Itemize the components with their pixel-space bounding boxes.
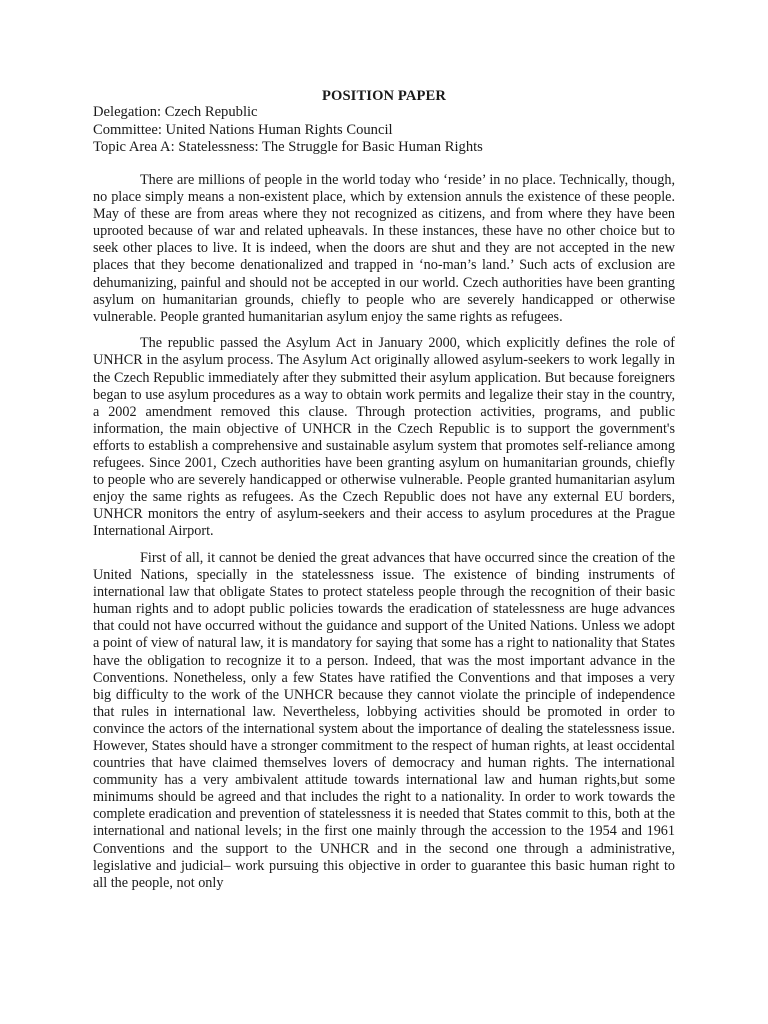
- delegation-line: Delegation: Czech Republic: [93, 104, 258, 120]
- document-title: POSITION PAPER: [322, 88, 446, 104]
- paragraph: The republic passed the Asylum Act in January 2000, which explicitly defines the role of UNHCR in the asylum process. The Asylum Act originally allowed asylum-seekers to work legally in the Czech Republic immediately after they submitted their asylum application. But because foreigners began to use asylum procedures as a way to obtain work permits and legalize their stay in the country, a 2002 amendment removed this clause. Through protection activities, programs, and public information, the main objective of UNHCR in the Czech Republic is to support the government's efforts to establish a comprehensive and sustainable asylum system that promotes self-reliance among refugees. Since 2001, Czech authorities have been granting asylum on humanitarian grounds, chiefly to people who are severely handicapped or otherwise vulnerable. People granted humanitarian asylum enjoy the same rights as refugees. As the Czech Republic does not have any external EU borders, UNHCR monitors the entry of asylum-seekers and their access to asylum procedures at the Prague International Airport.: [93, 335, 675, 540]
- committee-line: Committee: United Nations Human Rights Council: [93, 121, 393, 138]
- paragraph: First of all, it cannot be denied the great advances that have occurred since the creation of the United Nations, specially in the statelessness issue. The existence of binding instruments of international law that obligate States to protect stateless people through the recognition of their basic human rights and to adopt public policies towards the eradication of statelessness are huge advances that could not have occurred without the guidance and support of the United Nations. Unless we adopt a point of view of natural law, it is mandatory for saying that some has a right to nationality that States have the obligation to recognize it to a person. Indeed, that was the most important advance in the Conventions. Nonetheless, only a few States have ratified the Conventions and that imposes a very big difficulty to the work of the UNHCR because they cannot violate the principle of independence that rules in international law. Nevertheless, lobbying activities should be promoted in order to convince the actors of the international system about the importance of dealing the statelessness issue. However, States should have a stronger commitment to the respect of human rights, at least occidental countries that have claimed themselves lovers of democracy and human rights. The international community has a very ambivalent attitude towards international law and human rights,but some minimums should be agreed and that includes the right to a nationality. In order to work towards the complete eradication and prevention of statelessness it is needed that States commit to this, both at the international and national levels; in the first one mainly through the accession to the 1954 and 1961 Conventions and the support to the UNHCR and in the second one through a administrative, legislative and judicial– work pursuing this objective in order to guarantee this basic human right to all the people, not only: [93, 549, 675, 891]
- document-body: [93, 172, 675, 901]
- topic-line: Topic Area A: Statelessness: The Struggle for Basic Human Rights: [93, 139, 483, 156]
- paragraph: There are millions of people in the world today who ‘reside’ in no place. Technically, though, no place simply means a non-existent place, which by extension annuls the existence of these people. May of these are from areas where they not recognized as citizens, and from where they have been uprooted because of war and related upheavals. In these instances, these have no other choice but to seek other places to live. It is indeed, when the doors are shut and they are not accepted in the new places that they become denationalized and trapped in ‘no-man’s land.’ Such acts of exclusion are dehumanizing, painful and should not be accepted in our world. Czech authorities have been granting asylum on humanitarian grounds, chiefly to people who are severely handicapped or otherwise vulnerable. People granted humanitarian asylum enjoy the same rights as refugees.: [93, 172, 675, 325]
- document-header-info: [93, 104, 683, 157]
